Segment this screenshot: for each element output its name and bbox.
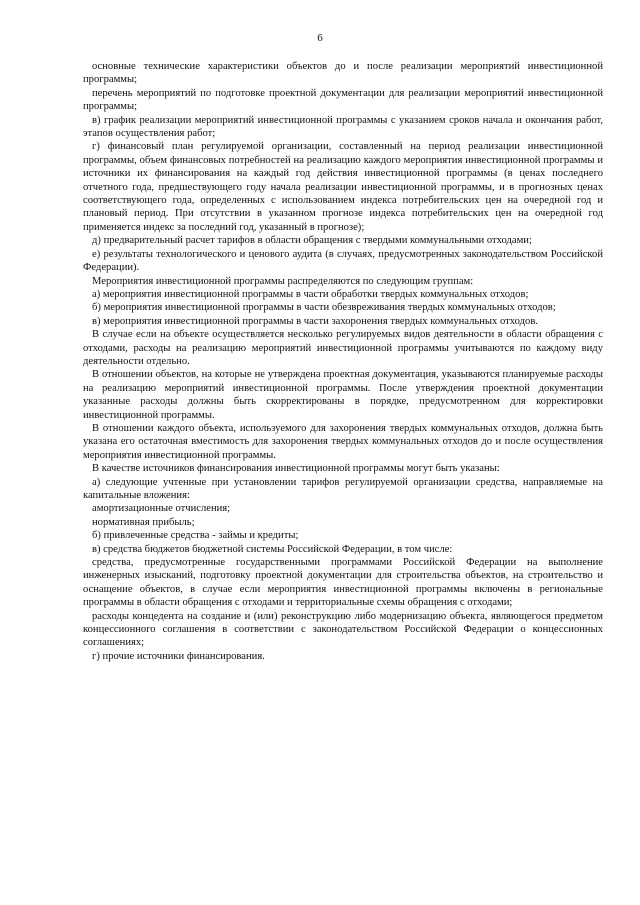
paragraph-item-v-schedule: в) график реализации мероприятий инвестиционной программы с указанием сроков начала и окончания работ, этапов осуществления работ; [83,114,603,140]
paragraph-unapproved-docs: В отношении объектов, на которые не утверждена проектная документация, указываются планируемые расходы на реализацию мероприятий инвестиционной программы. После утверждения проектной документации указанные расходы должны быть скорректированы в порядке, предусмотренном для корректировки инвестиционной программы. [83,369,603,421]
paragraph-groups-intro: Мероприятия инвестиционной программы распределяются по следующим группам: [92,275,474,287]
paragraph-group-a-processing: а) мероприятия инвестиционной программы в части обработки твердых коммунальных отходов; [92,288,529,300]
paragraph-multiple-activities: В случае если на объекте осуществляется несколько регулируемых видов деятельности в области обращения с отходами, расходы на реализацию мероприятий инвестиционной программы учитываются по каждому виду деятельности отдельно. [83,329,603,367]
document-body [83,60,603,663]
paragraph-tech-characteristics: основные технические характеристики объектов до и после реализации мероприятий инвестиционной программы; [83,61,603,86]
paragraph-group-b-neutralization: б) мероприятия инвестиционной программы в части обезвреживания твердых коммунальных отходов; [92,302,556,314]
paragraph-funding-sources-intro: В качестве источников финансирования инвестиционной программы могут быть указаны: [92,463,500,475]
paragraph-remaining-capacity: В отношении каждого объекта, используемого для захоронения твердых коммунальных отходов, должна быть указана его остаточная вместимость для захоронения твердых коммунальных отходов до и после осуществления мероприятия инвестиционной программы. [83,422,603,461]
paragraph-source-a-tariff-funds: а) следующие учтенные при установлении тарифов регулируемой организации средства, направляемые на капитальные вложения: [83,476,603,501]
paragraph-concession-expenses: расходы концедента на создание и (или) реконструкцию либо модернизацию объекта, являющегося предметом концессионного соглашения в соответствии с законодательством Российской Федерации о концессионных соглашениях; [83,610,603,649]
paragraph-source-g-other: г) прочие источники финансирования. [92,650,265,662]
paragraph-item-g-financial-plan: г) финансовый план регулируемой организации, составленный на период реализации инвестиционной программы, объем финансовых потребностей на реализацию каждого мероприятия инвестиционной программы и источники их финансирования на каждый год действия инвестиционной программы (в ценах последнего отчетного года, предшествующего году начала реализации инвестиционной программы, и в прогнозных ценах соответствующего года, определенных с использованием индекса потребительских цен на очередной год и плановый период. При отсутствии в указанном прогнозе индекса потребительских цен на очередной год применяется индекс за последний год, указанный в прогнозе); [83,141,603,233]
paragraph-item-e-audit: е) результаты технологического и ценового аудита (в случаях, предусмотренных законодательством Российской Федерации). [83,248,603,274]
paragraph-item-d-tariff-calculation: д) предварительный расчет тарифов в области обращения с твердыми коммунальными отходами; [92,235,532,247]
paragraph-design-docs-list: перечень мероприятий по подготовке проектной документации для реализации мероприятий инвестиционной программы; [83,87,603,113]
paragraph-group-v-burial: в) мероприятия инвестиционной программы в части захоронения твердых коммунальных отходов. [92,315,538,327]
paragraph-source-b-loans: б) привлеченные средства - займы и кредиты; [92,530,299,542]
paragraph-depreciation: амортизационные отчисления; [92,503,231,515]
paragraph-normative-profit: нормативная прибыль; [92,516,195,528]
page-number: 6 [317,32,323,44]
paragraph-state-programs: средства, предусмотренные государственными программами Российской Федерации на выполнение инженерных изысканий, подготовку проектной документации для строительства объектов, на строительство и оснащение объектов, в случае если мероприятия инвестиционной программы включены в региональные программы в области обращения с отходами и территориальные схемы обращения с отходами; [83,557,603,609]
paragraph-source-v-budget: в) средства бюджетов бюджетной системы Российской Федерации, в том числе: [92,543,453,555]
